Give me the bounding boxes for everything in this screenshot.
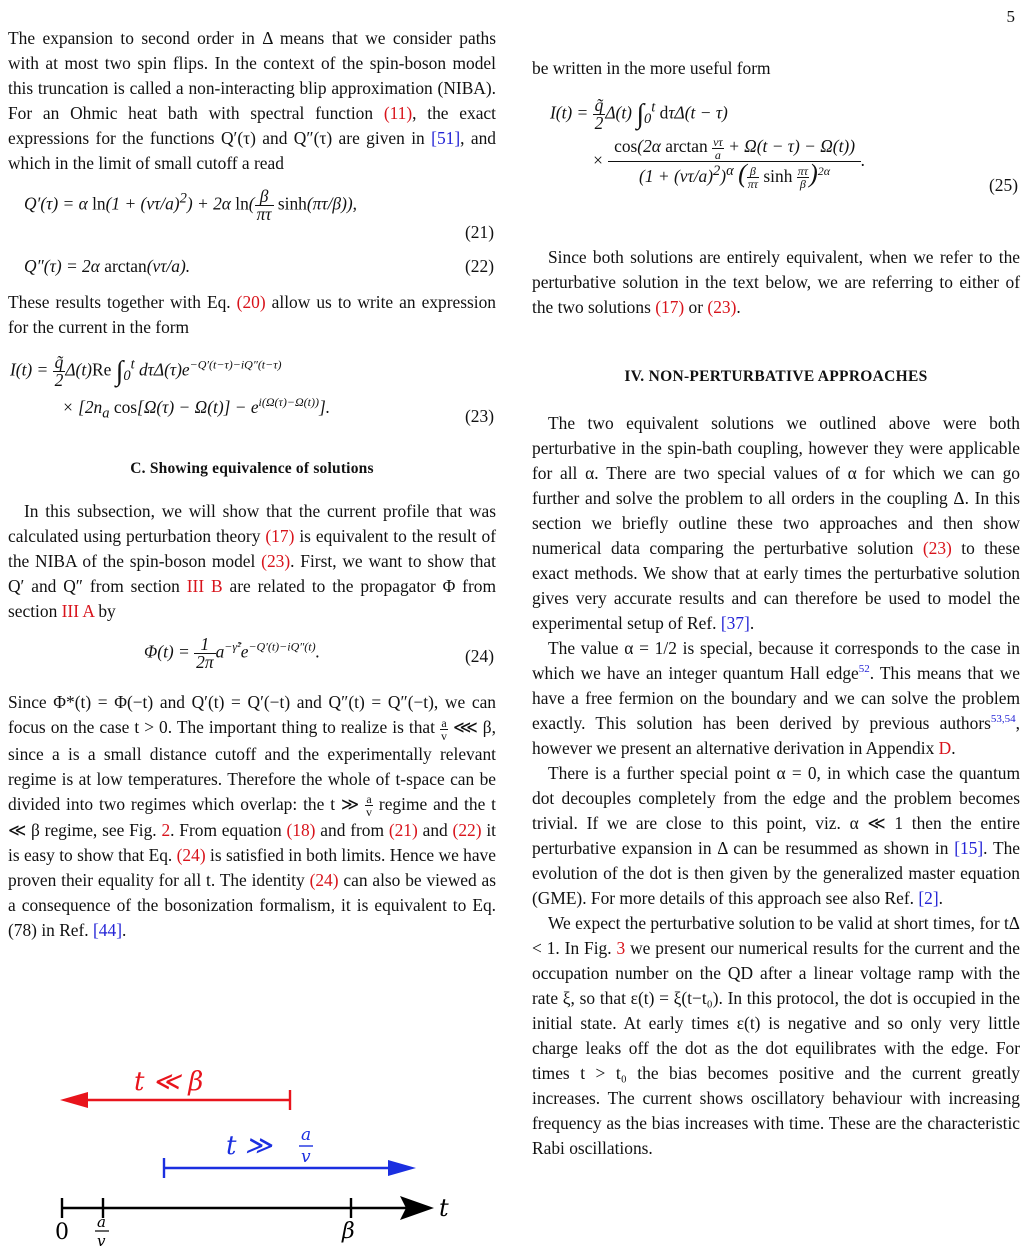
cite-44[interactable]: [44] xyxy=(93,920,122,940)
cite-53-54[interactable]: 53,54 xyxy=(990,713,1016,726)
paragraph-equivalent-solutions: Since both solutions are entirely equivalent, when we refer to the perturbative solution in the text below, we are referring to either of the two solutions (17) or (23). xyxy=(532,247,1020,317)
eq-number-24: (24) xyxy=(465,646,494,666)
equation-25: I(t) = $\frac{q̃}{2}$ Δ(t) $\int_0^t$ dτΔ(t − τ) × cos(2α arctan $\frac{v\tau}{a}$ + Ω(t − τ) − Ω(t)) $(1 + (v\tau/a)^2)^\alpha$ ( $\frac{\beta}{\pi\tau}$ sinh $\frac{\pi\tau}{\beta}$ )$^{2\alpha}$ . (25) xyxy=(532,97,1020,227)
svg-text:v: v xyxy=(97,1232,106,1247)
eq-ref-17-right[interactable]: (17) xyxy=(655,297,685,317)
regimes-diagram xyxy=(8,1058,496,1247)
section-ref-3b[interactable]: III B xyxy=(186,576,223,596)
eq-ref-20[interactable]: (20) xyxy=(236,292,266,312)
equation-22: Q″(τ) = 2α arctan(vτ/a). (22) xyxy=(8,254,496,280)
label-t-ll-beta: t ≪ β xyxy=(134,1067,204,1097)
paragraph-alpha-half: The value α = 1/2 is special, because it corresponds to the case in which we have an integer quantum Hall edge$^{52}$. This means that we have a free fermion on the boundary and we can solve the problem exactly. This solution has been derived by previous authors$^{53,54}$, however we present an alternative derivation in Appendix D. xyxy=(532,638,1020,758)
eq-number-23: (23) xyxy=(465,406,494,426)
left-column xyxy=(8,26,496,943)
equation-23: I(t) = $\frac{q̃}{2}$ Δ(t)Re $\int_0^t$ $d\tau\Delta(\tau)e^{-Q'(t-\tau)-iQ''(t-\tau)}$ × [$2n_a$ $\cos[\Omega(\tau) - \Omega(t)] - e^{i(\Omega(\tau)-\Omega(t))}$]. (23) xyxy=(8,354,496,434)
equation-24: Φ(t) = $\frac{1}{2\pi}$ $a^{-\gammã^2}e^{-Q'(t)-iQ''(t)}$. (24) xyxy=(144,634,494,672)
axis-label-beta: β xyxy=(342,1219,355,1244)
eq-ref-24[interactable]: (24) xyxy=(176,845,206,865)
eq-ref-23[interactable]: (23) xyxy=(261,551,291,571)
svg-text:a: a xyxy=(97,1213,106,1231)
paragraph-niba: The expansion to second order in Δ means that we consider paths with at most two spin flips. In the context of the spin-boson model this truncation is called a non-interacting blip approximation (NIBA). For an Ohmic heat bath with spectral function (11), the exact expressions for the functions Q′(τ) and Q″(τ) are given in [51], and which in the limit of small cutoff a read xyxy=(8,28,496,173)
eq-ref-23-right[interactable]: (23) xyxy=(707,297,737,317)
eq-ref-18[interactable]: (18) xyxy=(286,820,316,840)
paragraph-current-expression: These results together with Eq. (20) allow us to write an expression for the current in the form xyxy=(8,292,496,337)
eq-ref-17[interactable]: (17) xyxy=(265,526,295,546)
right-column xyxy=(532,56,1020,1161)
blue-arrowhead-icon xyxy=(388,1160,416,1176)
svg-text:a: a xyxy=(301,1125,312,1145)
label-t-gg-a-over-v: t ≫ xyxy=(226,1131,272,1161)
cite-15[interactable]: [15] xyxy=(954,838,984,858)
cite-2[interactable]: [2] xyxy=(918,888,939,908)
equation-21: Q′(τ) = α $\ln(1 + (v\tau/a)^2) + 2\alpha$ ln( $\frac{\beta}{\pi\tau}$ sinh(πτ/β)), (21) xyxy=(8,188,496,244)
eq-ref-22[interactable]: (22) xyxy=(452,820,482,840)
section-ref-3a[interactable]: III A xyxy=(61,601,94,621)
paragraph-alpha-zero: There is a further special point α = 0, in which case the quantum dot decouples completely from the edge and the problem becomes trivial. If we are close to this point, viz. α ≪ 1 then the entire perturbative expansion in Δ can be resummed as shown in [15]. The evolution of the dot is then given by the generalized master equation (GME). For more details of this approach see also Ref. [2]. xyxy=(532,763,1020,908)
red-arrowhead-icon xyxy=(60,1092,88,1108)
eq-number-22: (22) xyxy=(465,256,494,276)
paragraph-useful-form: be written in the more useful form xyxy=(532,58,771,78)
paragraph-equivalence: In this subsection, we will show that the current profile that was calculated using perturbation theory (17) is equivalent to the result of the NIBA of the spin-boson model (23). First, we want to show that Q′ and Q″ from section III B are related to the propagator Φ from section III A by xyxy=(8,501,496,621)
paragraph-non-perturbative: The two equivalent solutions we outlined above were both perturbative in the spin-bath coupling, however they were applicable for all α. There are two special values of α for which we can go further and solve the problem to all orders in the coupling Δ. In this section we briefly outline these two approaches and then show numerical data comparing the perturbative solution (23) to these exact methods. We show that at early times the perturbative solution gives very accurate results and can therefore be used to model the experimental setup of Ref. [37]. xyxy=(532,413,1021,633)
eq-ref-24b[interactable]: (24) xyxy=(309,870,339,890)
eq-number-21: (21) xyxy=(465,222,494,242)
eq-number-25: (25) xyxy=(989,175,1018,195)
axis-label-t: t xyxy=(439,1194,449,1222)
eq-ref-23-b[interactable]: (23) xyxy=(922,538,952,558)
section-iv-heading: IV. NON-PERTURBATIVE APPROACHES xyxy=(624,368,928,385)
eq-ref-11[interactable]: (11) xyxy=(383,103,413,123)
page-number: 5 xyxy=(1006,7,1015,26)
paragraph-proof: Since Φ*(t) = Φ(−t) and Q′(t) = Q′(−t) and Q″(t) = Q″(−t), we can focus on the case t > 0. The important thing to realize is that $\frac{a}{v}$ ⋘ β, since a is a small distance cutoff and the experimentally relevant regime is at low temperatures. Therefore the whole of t-space can be divided into two regimes which overlap: the t ≫ $\frac{a}{v}$ regime and the t ≪ β regime, see Fig. 2. From equation (18) and from (21) and (22) it is easy to show that Eq. (24) is satisfied in both limits. Hence we have proven their equality for all t. The identity (24) can also be viewed as a consequence of the bosonization formalism, it is equivalent to Eq. (78) in Ref. [44]. xyxy=(8,692,497,940)
eq-ref-21[interactable]: (21) xyxy=(388,820,418,840)
cite-37[interactable]: [37] xyxy=(720,613,750,633)
svg-text:v: v xyxy=(301,1147,311,1167)
figure-2-regimes xyxy=(8,1058,496,1247)
fraction-a-over-v: $\frac{a}{v}$ xyxy=(440,715,447,743)
appendix-ref-d[interactable]: D xyxy=(938,738,952,758)
fig-ref-2[interactable]: 2 xyxy=(161,820,171,840)
section-c-heading: C. Showing equivalence of solutions xyxy=(130,460,374,477)
cite-52[interactable]: 52 xyxy=(858,663,870,676)
cite-51[interactable]: [51] xyxy=(431,128,461,148)
axis-label-zero: 0 xyxy=(55,1220,69,1245)
paragraph-short-times: We expect the perturbative solution to be valid at short times, for tΔ < 1. In Fig. 3 we present our numerical results for the current and the occupation number on the QD after a linear voltage ramp with the rate ξ, so that ε(t) = ξ(t−t₀). In this protocol, the dot is occupied in the initial state. At early times ε(t) is negative and so only very little charge leaks off the dot as the dot equilibrates with the edge. For times t > t₀ the bias becomes positive and the current greatly increases. The current shows oscillatory behaviour with increasing frequency as the bias increases with time. These are the characteristic Rabi oscillations. xyxy=(532,913,1020,1158)
fig-ref-3[interactable]: 3 xyxy=(616,938,626,958)
